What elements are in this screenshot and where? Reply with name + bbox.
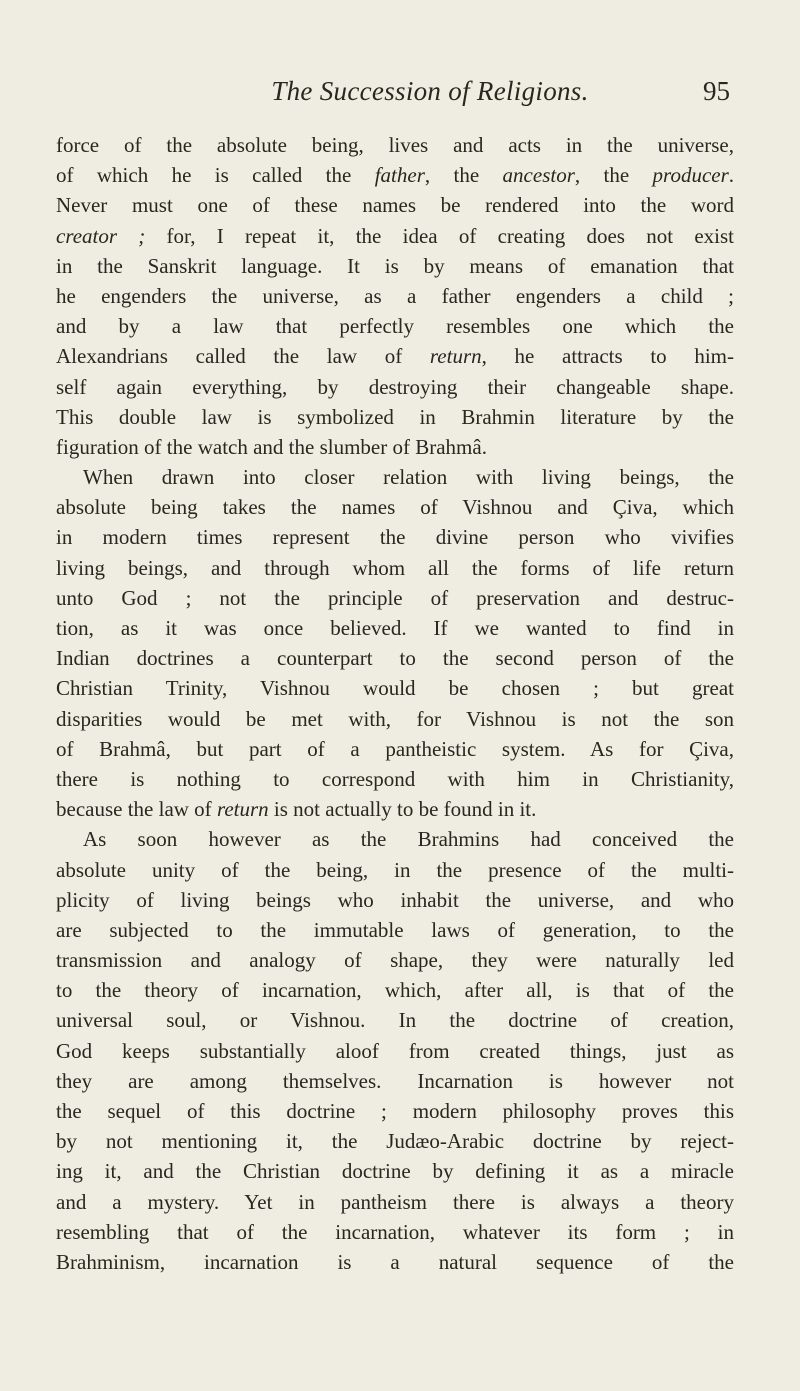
text-line: When drawn into closer relation with living beings, the bbox=[83, 465, 734, 490]
text-line: the sequel of this doctrine ; modern philosophy proves this bbox=[56, 1099, 734, 1123]
text-line: absolute unity of the being, in the presence of the multi- bbox=[56, 857, 734, 882]
text-line: plicity of living beings who inhabit the universe, and who bbox=[56, 887, 734, 912]
text-line: Brahminism, incarnation is a natural sequence of the bbox=[56, 1249, 734, 1274]
text-line: This double law is symbolized in Brahmin literature by the bbox=[56, 404, 734, 429]
body-text bbox=[56, 130, 734, 1277]
text-line: creator ; for, I repeat it, the idea of creating does not exist bbox=[56, 223, 734, 248]
text-line: tion, as it was once believed. If we wanted to find in bbox=[56, 616, 734, 640]
text-line: by not mentioning it, the Judæo-Arabic doctrine by reject- bbox=[56, 1129, 734, 1154]
page-number: 95 bbox=[703, 76, 730, 106]
text-line: unto God ; not the principle of preservation and destruc- bbox=[56, 585, 734, 610]
text-line: of Brahmâ, but part of a pantheistic system. As for Çiva, bbox=[56, 736, 734, 761]
text-line: resembling that of the incarnation, whatever its form ; in bbox=[56, 1219, 734, 1244]
text-line: Indian doctrines a counterpart to the second person of the bbox=[56, 646, 734, 671]
text-line: figuration of the watch and the slumber of Brahmâ. bbox=[56, 434, 487, 459]
running-title: The Succession of Religions. bbox=[271, 76, 589, 106]
text-line: in modern times represent the divine person who vivifies bbox=[56, 525, 734, 550]
text-line: Alexandrians called the law of return, he attracts to him- bbox=[56, 344, 734, 369]
text-line: ing it, and the Christian doctrine by defining it as a miracle bbox=[56, 1159, 734, 1184]
text-line: of which he is called the father, the ancestor, the producer. bbox=[56, 163, 735, 188]
text-line: God keeps substantially aloof from created things, just as bbox=[56, 1038, 734, 1063]
page-header bbox=[130, 74, 730, 114]
text-line: disparities would be met with, for Vishnou is not the son bbox=[56, 706, 734, 731]
text-line: there is nothing to correspond with him in Christianity, bbox=[56, 766, 734, 791]
text-line: transmission and analogy of shape, they were naturally led bbox=[56, 948, 734, 973]
text-line: and a mystery. Yet in pantheism there is always a theory bbox=[56, 1189, 734, 1214]
text-line: living beings, and through whom all the forms of life return bbox=[56, 555, 734, 580]
text-line: to the theory of incarnation, which, after all, is that of the bbox=[56, 978, 734, 1003]
text-line: self again everything, by destroying their changeable shape. bbox=[56, 374, 734, 399]
text-line: in the Sanskrit language. It is by means of emanation that bbox=[56, 253, 734, 278]
text-line: and by a law that perfectly resembles one which the bbox=[56, 314, 734, 339]
text-line: As soon however as the Brahmins had conceived the bbox=[83, 827, 734, 852]
text-line: because the law of return is not actually to be found in it. bbox=[56, 797, 537, 822]
text-line: absolute being takes the names of Vishnou and Çiva, which bbox=[56, 495, 734, 520]
text-line: Christian Trinity, Vishnou would be chosen ; but great bbox=[56, 676, 734, 701]
text-line: he engenders the universe, as a father engenders a child ; bbox=[56, 283, 734, 308]
text-line: are subjected to the immutable laws of generation, to the bbox=[56, 917, 734, 942]
text-line: they are among themselves. Incarnation is however not bbox=[56, 1068, 734, 1093]
text-line: Never must one of these names be rendered into the word bbox=[56, 193, 734, 218]
text-line: universal soul, or Vishnou. In the doctrine of creation, bbox=[56, 1008, 734, 1033]
text-line: force of the absolute being, lives and acts in the universe, bbox=[56, 133, 734, 157]
